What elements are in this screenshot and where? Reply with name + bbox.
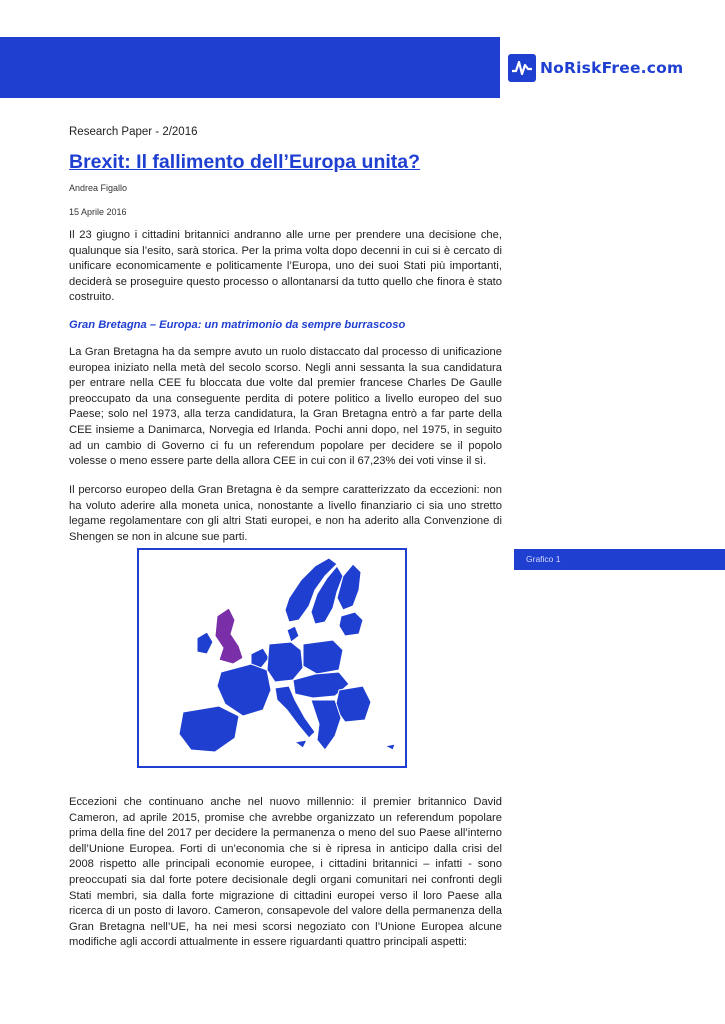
paragraph-exceptions: Il percorso europeo della Gran Bretagna è da sempre caratterizzato da eccezioni: non ha voluto aderire alla moneta unica, nonostante a livello finanziario ci sia uno stretto legame regolamentare con gli altri Stati europei, e non ha aderito alla Convenzione di Shengen se non in alcune sue parti. <box>69 484 502 543</box>
author: Andrea Figallo <box>69 183 128 193</box>
logo[interactable] <box>508 52 723 84</box>
figure-caption: Grafico 1 <box>526 554 561 564</box>
section-heading: Gran Bretagna – Europa: un matrimonio da sempre burrascoso <box>69 319 406 331</box>
paragraph-intro: Il 23 giugno i cittadini britannici andranno alle urne per prendere una decisione che, qualunque sia l’esito, sarà storica. Per la prima volta dopo decenni in cui si è cercato di unificare economicamente e politicamente l’Europa, uno dei suoi Stati più importanti, deciderà se proseguire questo processo o allontanarsi da tutto quello che finora è stato costruito. <box>69 229 502 304</box>
logo-text: NoRiskFree.com <box>540 59 684 77</box>
figure-caption-bar <box>514 549 725 570</box>
paragraph-cameron: Eccezioni che continuano anche nel nuovo millennio: il premier britannico David Cameron, ad aprile 2015, promise che avrebbe organizzato un referendum popolare prima della fine del 2017 per decidere la permanenza o meno del suo Paese all’interno dell’Unione Europea. Forti di un’economia che si è ripresa in anticipo dalla crisi del 2008 rispetto alle principali economie europee, i cittadini britannici – infatti - sono preoccupati sia dal forte potere decisionale degli organi comunitari nei confronti degli Stati membri, sia dalla forte migrazione di cittadini europei verso il loro Paese alla ricerca di un posto di lavoro. Cameron, consapevole del valore della permanenza della Gran Bretagna nell’UE, ha nei mesi scorsi negoziato con l’Unione Europea alcune modifiche agli accordi attualmente in essere riguardanti quattro principali aspetti: <box>69 796 502 949</box>
publication-date: 15 Aprile 2016 <box>69 207 127 217</box>
page-title: Brexit: Il fallimento dell’Europa unita? <box>69 151 421 173</box>
chart-pulse-icon <box>508 54 536 82</box>
europe-map-graphic <box>139 550 405 766</box>
paragraph-history: La Gran Bretagna ha da sempre avuto un ruolo distaccato dal processo di unificazione europea iniziato nella metà del secolo scorso. Negli anni sessanta la sua candidatura per entrare nella CEE fu bloccata due volte dal premier francese Charles De Gaulle preoccupato da una conseguente perdita di potere politico a livello europeo del suo Paese; solo nel 1973, alla terza candidatura, la Gran Bretagna entrò a far parte della CEE insieme a Danimarca, Norvegia ed Irlanda. Pochi anni dopo, nel 1975, in seguito ad un cambio di Governo ci fu un referendum popolare per decidere se il popolo volesse o meno essere parte della allora CEE in cui con il 67,23% dei voti vinse il sì. <box>69 346 502 468</box>
map-region-poland <box>303 640 343 674</box>
paper-series: Research Paper - 2/2016 <box>69 126 198 138</box>
header-band <box>0 37 500 98</box>
europe-map <box>137 548 407 768</box>
